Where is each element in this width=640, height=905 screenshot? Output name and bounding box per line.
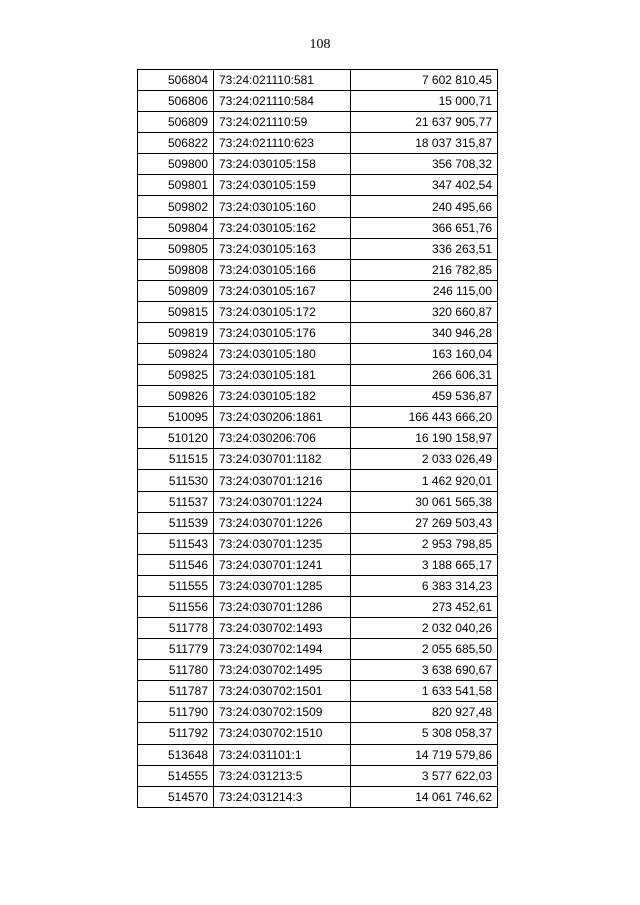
row-id-cell: 509801 xyxy=(138,175,214,196)
amount-cell: 6 383 314,23 xyxy=(351,575,498,596)
amount-cell: 216 782,85 xyxy=(351,259,498,280)
amount-cell: 820 927,48 xyxy=(351,702,498,723)
cadastral-number-cell: 73:24:030701:1224 xyxy=(214,491,351,512)
amount-cell: 1 462 920,01 xyxy=(351,470,498,491)
row-id-cell: 511543 xyxy=(138,533,214,554)
table-row xyxy=(138,70,498,91)
table-row xyxy=(138,533,498,554)
table-row xyxy=(138,196,498,217)
row-id-cell: 511539 xyxy=(138,512,214,533)
row-id-cell: 509815 xyxy=(138,301,214,322)
table-row xyxy=(138,259,498,280)
row-id-cell: 511555 xyxy=(138,575,214,596)
cadastral-number-cell: 73:24:030105:176 xyxy=(214,322,351,343)
table-body xyxy=(138,70,498,808)
amount-cell: 18 037 315,87 xyxy=(351,133,498,154)
cadastral-number-cell: 73:24:030702:1509 xyxy=(214,702,351,723)
row-id-cell: 509826 xyxy=(138,386,214,407)
cadastral-number-cell: 73:24:030701:1182 xyxy=(214,449,351,470)
table-row xyxy=(138,554,498,575)
cadastral-number-cell: 73:24:030105:166 xyxy=(214,259,351,280)
table-row xyxy=(138,470,498,491)
row-id-cell: 511779 xyxy=(138,639,214,660)
table-row xyxy=(138,322,498,343)
table-row xyxy=(138,786,498,807)
table-row xyxy=(138,512,498,533)
table-row xyxy=(138,344,498,365)
table-row xyxy=(138,660,498,681)
amount-cell: 240 495,66 xyxy=(351,196,498,217)
amount-cell: 366 651,76 xyxy=(351,217,498,238)
table-row xyxy=(138,217,498,238)
cadastral-number-cell: 73:24:031214:3 xyxy=(214,786,351,807)
cadastral-number-cell: 73:24:030105:162 xyxy=(214,217,351,238)
cadastral-number-cell: 73:24:030702:1493 xyxy=(214,618,351,639)
cadastral-number-cell: 73:24:030702:1494 xyxy=(214,639,351,660)
amount-cell: 246 115,00 xyxy=(351,280,498,301)
row-id-cell: 509802 xyxy=(138,196,214,217)
amount-cell: 14 061 746,62 xyxy=(351,786,498,807)
cadastral-number-cell: 73:24:030105:182 xyxy=(214,386,351,407)
row-id-cell: 511778 xyxy=(138,618,214,639)
row-id-cell: 511556 xyxy=(138,596,214,617)
table-row xyxy=(138,238,498,259)
row-id-cell: 514555 xyxy=(138,765,214,786)
cadastral-number-cell: 73:24:030701:1241 xyxy=(214,554,351,575)
table-row xyxy=(138,723,498,744)
row-id-cell: 511780 xyxy=(138,660,214,681)
cadastral-number-cell: 73:24:030701:1216 xyxy=(214,470,351,491)
row-id-cell: 511530 xyxy=(138,470,214,491)
row-id-cell: 506822 xyxy=(138,133,214,154)
row-id-cell: 509825 xyxy=(138,365,214,386)
table-row xyxy=(138,428,498,449)
table-row xyxy=(138,365,498,386)
cadastral-number-cell: 73:24:030105:158 xyxy=(214,154,351,175)
cadastral-number-cell: 73:24:030702:1495 xyxy=(214,660,351,681)
table-row xyxy=(138,449,498,470)
row-id-cell: 509805 xyxy=(138,238,214,259)
row-id-cell: 509804 xyxy=(138,217,214,238)
cadastral-number-cell: 73:24:030105:181 xyxy=(214,365,351,386)
table-row xyxy=(138,175,498,196)
table-row xyxy=(138,618,498,639)
cadastral-number-cell: 73:24:030105:180 xyxy=(214,344,351,365)
row-id-cell: 506806 xyxy=(138,91,214,112)
row-id-cell: 506809 xyxy=(138,112,214,133)
cadastral-number-cell: 73:24:030701:1226 xyxy=(214,512,351,533)
row-id-cell: 509824 xyxy=(138,344,214,365)
row-id-cell: 509819 xyxy=(138,322,214,343)
table-row xyxy=(138,301,498,322)
amount-cell: 30 061 565,38 xyxy=(351,491,498,512)
table-row xyxy=(138,407,498,428)
table-row xyxy=(138,280,498,301)
amount-cell: 3 577 622,03 xyxy=(351,765,498,786)
cadastral-number-cell: 73:24:030105:163 xyxy=(214,238,351,259)
cadastral-number-cell: 73:24:031101:1 xyxy=(214,744,351,765)
cadastral-number-cell: 73:24:030105:167 xyxy=(214,280,351,301)
cadastral-number-cell: 73:24:030206:706 xyxy=(214,428,351,449)
row-id-cell: 511546 xyxy=(138,554,214,575)
amount-cell: 2 033 026,49 xyxy=(351,449,498,470)
row-id-cell: 506804 xyxy=(138,70,214,91)
cadastral-number-cell: 73:24:030105:172 xyxy=(214,301,351,322)
cadastral-number-cell: 73:24:030702:1510 xyxy=(214,723,351,744)
amount-cell: 1 633 541,58 xyxy=(351,681,498,702)
amount-cell: 15 000,71 xyxy=(351,91,498,112)
amount-cell: 2 032 040,26 xyxy=(351,618,498,639)
table-row xyxy=(138,491,498,512)
amount-cell: 14 719 579,86 xyxy=(351,744,498,765)
amount-cell: 2 055 685,50 xyxy=(351,639,498,660)
cadastral-number-cell: 73:24:021110:581 xyxy=(214,70,351,91)
cadastral-number-cell: 73:24:030702:1501 xyxy=(214,681,351,702)
row-id-cell: 511787 xyxy=(138,681,214,702)
amount-cell: 336 263,51 xyxy=(351,238,498,259)
table-row xyxy=(138,596,498,617)
row-id-cell: 509800 xyxy=(138,154,214,175)
amount-cell: 266 606,31 xyxy=(351,365,498,386)
table-row xyxy=(138,744,498,765)
table-row xyxy=(138,681,498,702)
cadastral-number-cell: 73:24:021110:584 xyxy=(214,91,351,112)
row-id-cell: 510120 xyxy=(138,428,214,449)
page-number: 108 xyxy=(309,37,331,52)
row-id-cell: 509809 xyxy=(138,280,214,301)
cadastral-number-cell: 73:24:021110:59 xyxy=(214,112,351,133)
cadastral-number-cell: 73:24:021110:623 xyxy=(214,133,351,154)
cadastral-number-cell: 73:24:030206:1861 xyxy=(214,407,351,428)
cadastral-number-cell: 73:24:030701:1285 xyxy=(214,575,351,596)
amount-cell: 356 708,32 xyxy=(351,154,498,175)
row-id-cell: 511537 xyxy=(138,491,214,512)
amount-cell: 7 602 810,45 xyxy=(351,70,498,91)
row-id-cell: 510095 xyxy=(138,407,214,428)
amount-cell: 340 946,28 xyxy=(351,322,498,343)
row-id-cell: 513648 xyxy=(138,744,214,765)
amount-cell: 320 660,87 xyxy=(351,301,498,322)
amount-cell: 27 269 503,43 xyxy=(351,512,498,533)
table-row xyxy=(138,154,498,175)
cadastral-number-cell: 73:24:031213:5 xyxy=(214,765,351,786)
cadastral-number-cell: 73:24:030701:1286 xyxy=(214,596,351,617)
amount-cell: 273 452,61 xyxy=(351,596,498,617)
amount-cell: 459 536,87 xyxy=(351,386,498,407)
table-row xyxy=(138,702,498,723)
table-row xyxy=(138,133,498,154)
cadastral-number-cell: 73:24:030105:160 xyxy=(214,196,351,217)
data-table xyxy=(137,69,498,808)
table-row xyxy=(138,91,498,112)
amount-cell: 3 188 665,17 xyxy=(351,554,498,575)
amount-cell: 16 190 158,97 xyxy=(351,428,498,449)
row-id-cell: 511790 xyxy=(138,702,214,723)
table-row xyxy=(138,112,498,133)
table-row xyxy=(138,765,498,786)
amount-cell: 166 443 666,20 xyxy=(351,407,498,428)
amount-cell: 2 953 798,85 xyxy=(351,533,498,554)
row-id-cell: 509808 xyxy=(138,259,214,280)
cadastral-number-cell: 73:24:030105:159 xyxy=(214,175,351,196)
table-row xyxy=(138,386,498,407)
table-row xyxy=(138,575,498,596)
amount-cell: 347 402,54 xyxy=(351,175,498,196)
amount-cell: 163 160,04 xyxy=(351,344,498,365)
amount-cell: 21 637 905,77 xyxy=(351,112,498,133)
row-id-cell: 514570 xyxy=(138,786,214,807)
amount-cell: 5 308 058,37 xyxy=(351,723,498,744)
amount-cell: 3 638 690,67 xyxy=(351,660,498,681)
row-id-cell: 511792 xyxy=(138,723,214,744)
table-row xyxy=(138,639,498,660)
cadastral-number-cell: 73:24:030701:1235 xyxy=(214,533,351,554)
row-id-cell: 511515 xyxy=(138,449,214,470)
